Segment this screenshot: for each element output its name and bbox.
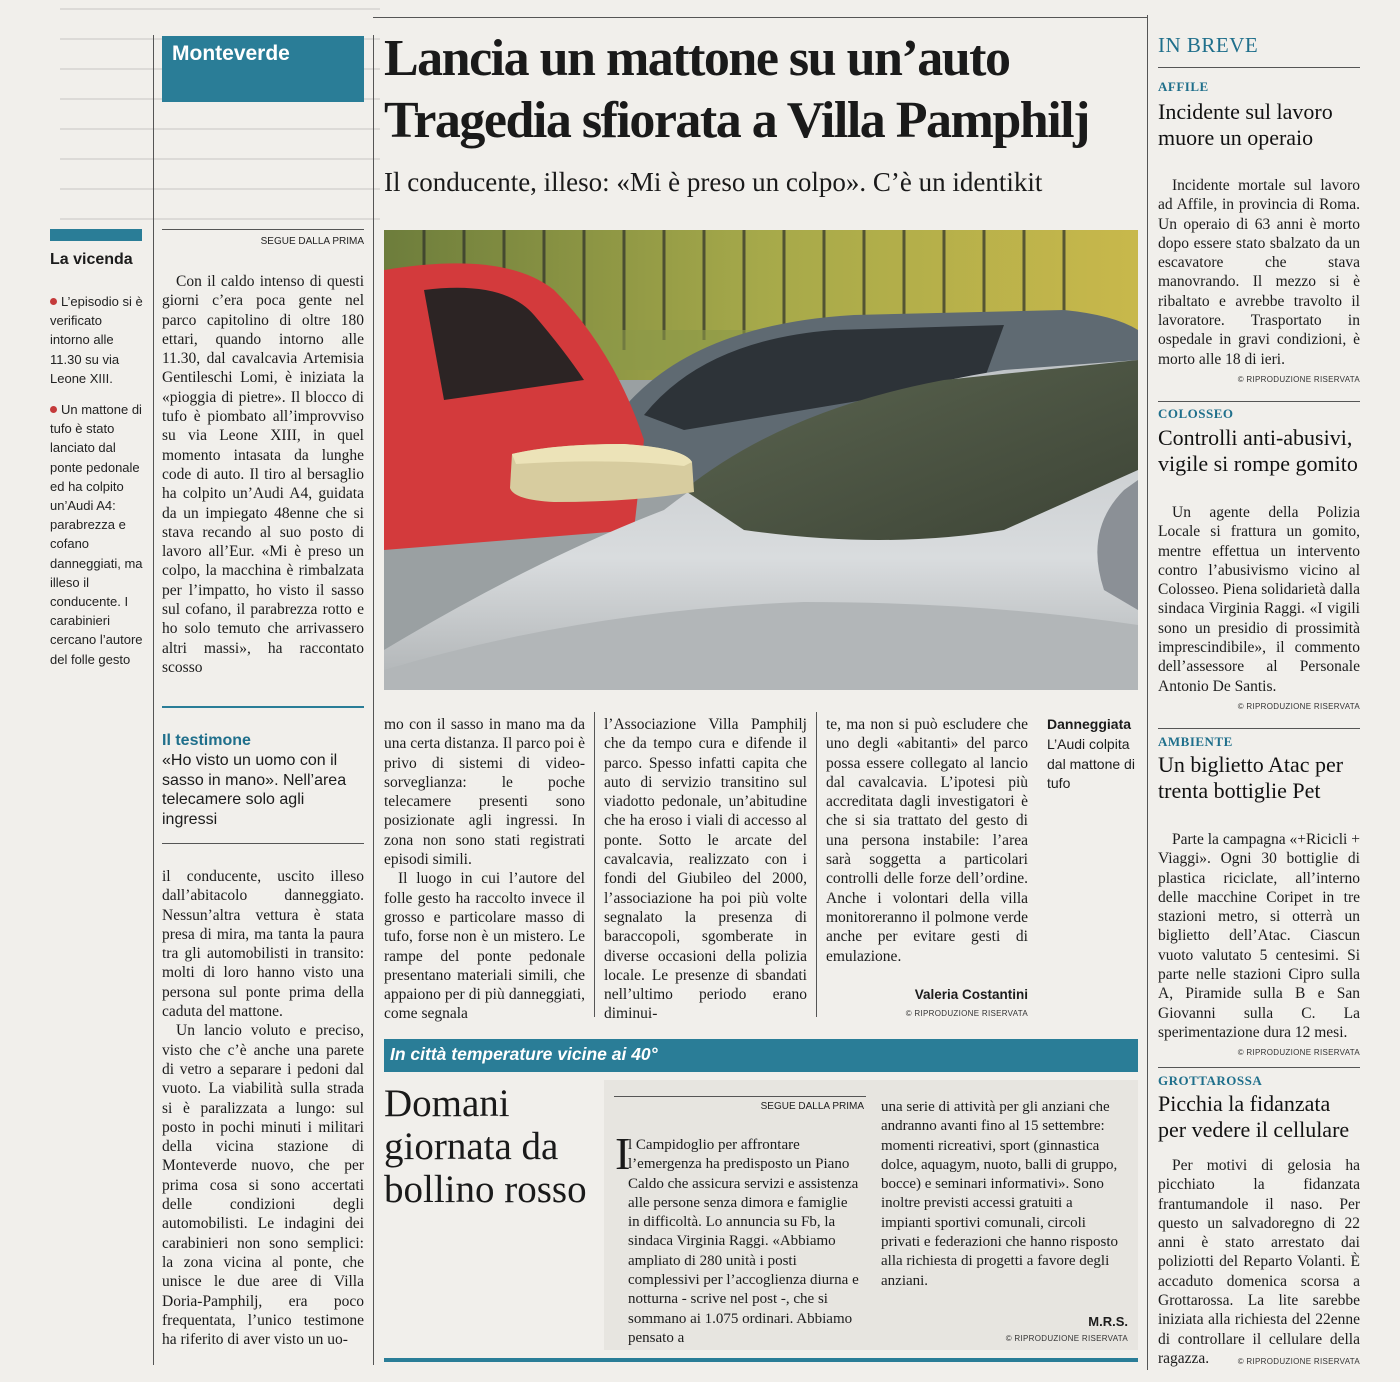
top-rule — [373, 17, 1147, 18]
brief-body: Per motivi di gelosia ha picchiato la fidanzata frantumandole il naso. Per questo un salvadoregno di 22 anni è stato arrestato dai poliziotti del Reparto Volanti. È accaduto domenica scorsa a Grottarossa. La lite sarebbe iniziata alla richiesta del 22enne di controllare il cellulare della ragazza. — [1158, 1157, 1360, 1367]
heat-banner — [384, 1039, 1138, 1072]
photo-caption-text: L’Audi colpita dal mattone di tufo — [1047, 736, 1135, 791]
headline-line-2: Tragedia sfiorata a Villa Pamphilj — [384, 92, 1089, 149]
column-rule — [153, 35, 154, 1365]
heat-continued-label: SEGUE DALLA PRIMA — [760, 1101, 864, 1112]
brief-copyright: © RIPRODUZIONE RISERVATA — [1237, 702, 1360, 711]
brief-copyright: © RIPRODUZIONE RISERVATA — [1237, 1357, 1360, 1366]
heat-bottom-rule — [384, 1358, 1138, 1362]
heat-banner-text: In città temperature vicine ai 40° — [390, 1044, 658, 1064]
brief-body: Parte la campagna «+Ricicli + Viaggi». Ogni 30 bottiglie di plastica riciclate, all’interno delle macchine Coripet in tre stazioni metro, si otterrà un biglietto dell’Atac. Ciascun vuoto valutato 5 centesimi. Si parte nelle stazioni Cipro sulla A, Piramide sulla B e San Giovanni sulla C. La sperimentazione dura 12 mesi. — [1158, 831, 1360, 1041]
heat-dropcap: I — [615, 1128, 631, 1179]
brief-title: Picchia la fidanzata per vedere il cellulare — [1158, 1091, 1350, 1142]
bullet-icon — [50, 406, 57, 413]
brief-category: AMBIENTE — [1158, 734, 1233, 749]
article-paragraph: l’Associazione Villa Pamphilj che da tempo cura e difende il parco. Spesso infatti capita che auto di servizio transitino sul viadotto pedonale, un’abitudine che ha eroso i viali di accesso al ponte. Sotto le arcate del cavalcavia, realizzato con i fondi del Giubileo del 2000, l’associazione ha poi più volte segnalato la presenza di baraccopoli, sgomberate in diverse occasioni della polizia locale. Le presenze di sbandati nell’ultimo periodo erano diminui- — [604, 716, 807, 1023]
continued-rule — [162, 229, 364, 230]
article-paragraph: te, ma non si può escludere che uno degli «abitanti» del parco possa essere collegato al lancio dal cavalcavia. L’ipotesi più accreditata dagli investigatori è che si sia trattato del gesto di una persona instabile: l’area sarà soggetta a particolari controlli delle forze dell’ordine. Anche i volontari della villa monitoreranno il polmone verde anche per evitare gesti di emulazione. — [826, 716, 1028, 965]
quote-rule — [162, 706, 364, 708]
column-rule — [1147, 15, 1148, 1370]
brief-copyright: © RIPRODUZIONE RISERVATA — [1237, 375, 1360, 384]
article-byline: Valeria Costantini — [914, 987, 1028, 1002]
article-paragraph: mo con il sasso in mano ma da una certa distanza. Il parco poi è privo di sistemi di video-sorveglianza: le poche telecamere presenti sono posizionate agli ingressi. In zona non sono stati registrati episodi simili. — [384, 716, 585, 869]
brief-body: Incidente mortale sul lavoro ad Affile, in provincia di Roma. Un operaio di 63 anni è morto dopo essere stato sbalzato da un escavatore che stava manovrando. Il mezzo si è ribaltato e avrebbe travolto il lavoratore. Trasportato in ospedale in gravi condizioni, è morto alle 18 di ieri. — [1158, 177, 1360, 368]
article-column-2 — [384, 715, 585, 1024]
article-copyright: © RIPRODUZIONE RISERVATA — [905, 1009, 1028, 1018]
heat-continued-rule — [614, 1096, 866, 1097]
headline-subtitle: Il conducente, illeso: «Mi è preso un colpo». C’è un identikit — [384, 167, 1043, 197]
article-column-1-bottom — [162, 867, 364, 1349]
column-rule — [594, 712, 595, 1017]
sidebar-accent-bar — [50, 229, 142, 241]
sidebar-list — [50, 292, 145, 669]
column-rule — [816, 712, 817, 1017]
brief-body: Un agente della Polizia Locale si frattura un gomito, mentre effettua un intervento contro l’abusivismo vicino al Colosseo. Piena solidarietà dalla sindaca Virginia Raggi. «I vigili sono un presidio di prossimità imprescindibile», il commento dell’assessore al Personale Antonio De Santis. — [1158, 504, 1360, 695]
sidebar-title: La vicenda — [50, 251, 133, 268]
article-paragraph: Un lancio voluto e preciso, visto che c’è anche una parete di vetro a separare i pedoni dal vuoto. La viabilità sulla strada si è paralizzata a lungo: sul posto in pochi minuti i militari della vicina stazione di Monteverde nuovo, che per prima cosa si sono accertati delle condizioni degli automobilisti. Le indagini dei carabinieri non sono semplici: la zona vicina al ponte, che unisce le due aree di Villa Doria-Pamphilj, era poco frequentata, l’unico testimone ha riferito di aver visto un uo- — [162, 1022, 364, 1349]
heat-headline: Domani giornata da bollino rosso — [384, 1082, 587, 1211]
article-column-4 — [826, 715, 1028, 966]
in-breve-rule — [1158, 67, 1360, 68]
section-tag — [162, 36, 364, 102]
brief-category: COLOSSEO — [1158, 406, 1234, 421]
bullet-icon — [50, 298, 57, 305]
article-column-1-top — [162, 272, 364, 677]
section-tag-label: Monteverde — [172, 42, 290, 65]
article-column-3 — [604, 715, 807, 1024]
column-rule — [373, 35, 374, 1365]
quote-label: Il testimone — [162, 732, 251, 749]
brief-rule — [1158, 401, 1360, 402]
brief-rule — [1158, 728, 1360, 729]
brief-category: AFFILE — [1158, 79, 1209, 94]
heat-copyright: © RIPRODUZIONE RISERVATA — [1005, 1334, 1128, 1343]
in-breve-header: IN BREVE — [1158, 33, 1259, 57]
brief-title: Incidente sul lavoro muore un operaio — [1158, 99, 1333, 150]
heat-column-2: una serie di attività per gli anziani che andranno avanti fino al 15 settembre: momenti ricreativi, sport (ginnastica dolce, aquagym, nuoto, balli di gruppo, bocce) e seminari informativi». Sono inoltre previsti accessi gratuiti a impianti sportivi comunali, circoli privati e federazioni che hanno risposto alla richiesta di progetti a favore degli anziani. — [881, 1099, 1118, 1289]
photo-illustration — [384, 230, 1138, 690]
photo-caption-title: Danneggiata — [1047, 716, 1132, 732]
sidebar-item: L’episodio si è verificato intorno alle 11.30 su via Leone XIII. — [50, 294, 143, 386]
heat-byline: M.R.S. — [1088, 1314, 1128, 1329]
news-photo — [384, 230, 1138, 690]
sidebar-item: Un mattone di tufo è stato lanciato dal ponte pedonale ed ha colpito un’Audi A4: parabrezza e cofano danneggiati, ma illeso il conducente. I carabinieri cercano l’autore del folle gesto — [50, 402, 143, 667]
brief-category: GROTTAROSSA — [1158, 1073, 1263, 1088]
brief-copyright: © RIPRODUZIONE RISERVATA — [1237, 1048, 1360, 1057]
brief-title: Controlli anti-abusivi, vigile si rompe gomito — [1158, 425, 1358, 476]
bleed-through-background — [60, 0, 380, 220]
brief-title: Un biglietto Atac per trenta bottiglie Pet — [1158, 752, 1344, 803]
headline-line-1: Lancia un mattone su un’auto — [384, 30, 1010, 87]
article-paragraph: Il luogo in cui l’autore del folle gesto ha raccolto invece il grosso e particolare masso di tufo, forse non è un mistero. Le rampe del ponte pedonale presentano materiali simili, che appaiono per di più danneggiati, come segnala — [384, 870, 585, 1023]
quote-text: «Ho visto un uomo con il sasso in mano». Nell’area telecamere solo agli ingressi — [162, 752, 347, 828]
article-paragraph: il conducente, uscito illeso dall’abitacolo danneggiato. Nessun’altra vettura è stata presa di mira, ma tanta la paura tra gli automobilisti in transito: molti di loro hanno visto una persona sul ponte prima della caduta del mattone. — [162, 868, 364, 1021]
article-paragraph: Con il caldo intenso di questi giorni c’era poca gente nel parco capitolino di oltre 180 ettari, quando intorno alle 11.30, dal cavalcavia Artemisia Gentileschi Lomi, è iniziata la «pioggia di pietre». Il blocco di tufo è piombato all’improvviso su via Leone XIII, in quel momento intasata da lunghe code di auto. Il tiro al bersaglio ha colpito un’Audi A4, guidata da un impiegato 48enne che si stava recando al suo posto di lavoro all’Eur. «Mi è preso un colpo, la macchina è rimbalzata per l’impatto, ho visto il sasso sul cofano, il parabrezza rotto e ho solo temuto che arrivassero altri massi», ha raccontato scosso — [162, 273, 364, 676]
continued-label: SEGUE DALLA PRIMA — [260, 236, 364, 247]
brief-rule — [1158, 1067, 1360, 1068]
quote-rule-bottom — [162, 843, 364, 844]
heat-column-1: l Campidoglio per affrontare l’emergenza ha predisposto un Piano Caldo che assicura servizi e assistenza alle persone senza dimora e famiglie in difficoltà. Lo annuncia su Fb, la sindaca Virginia Raggi. «Abbiamo ampliato di 280 unità i posti complessivi per l’accoglienza diurna e notturna - scrive nel post -, che si sommano ai 1.075 ordinari. Abbiamo pensato a — [628, 1137, 859, 1346]
